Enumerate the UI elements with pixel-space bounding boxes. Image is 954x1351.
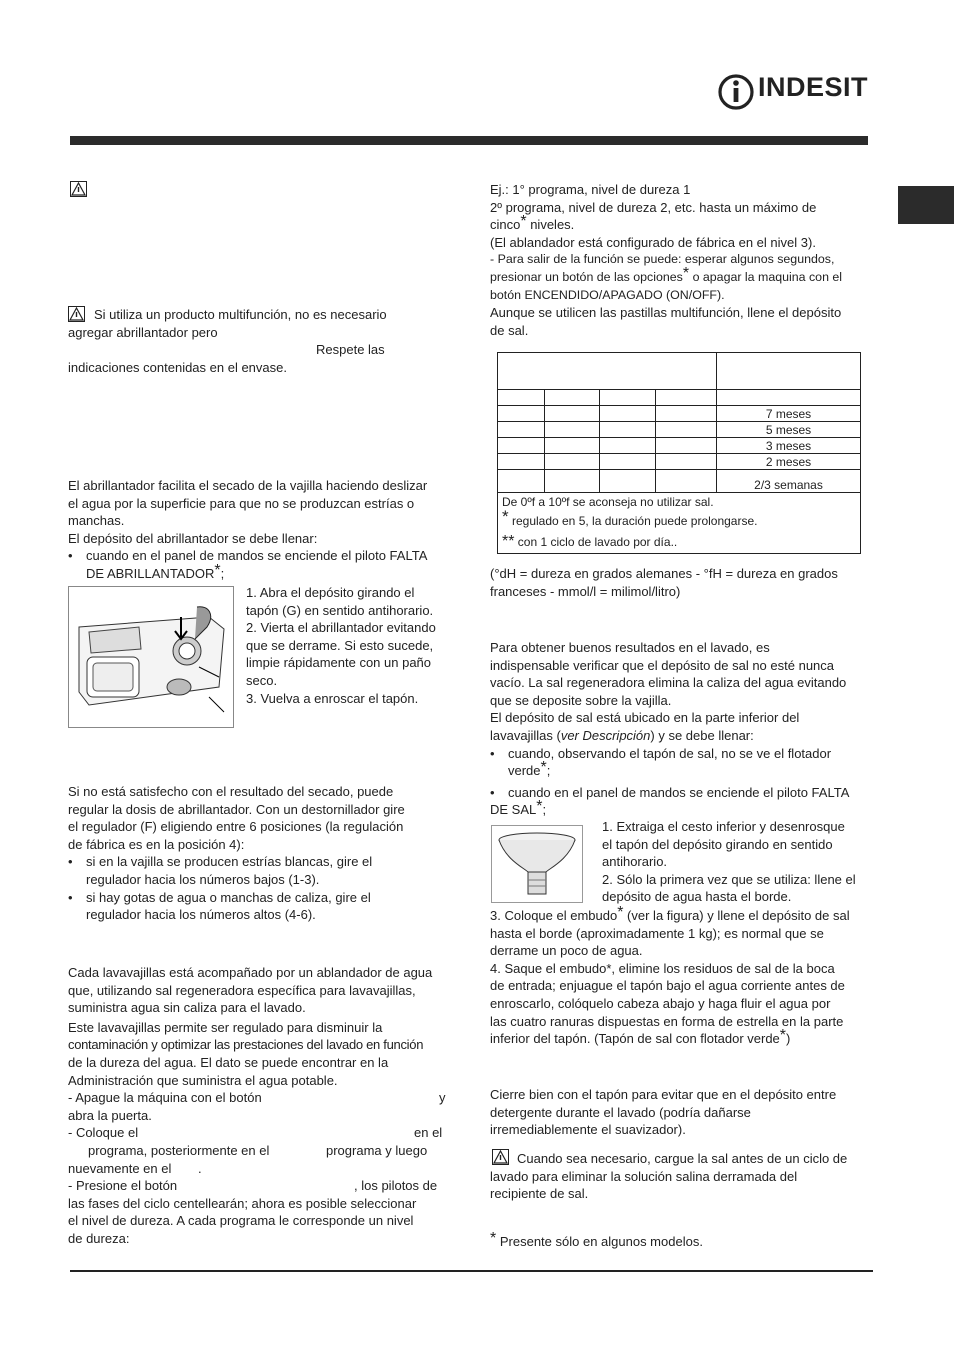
indesit-logo xyxy=(718,72,870,114)
list-item: • si en la vajilla se producen estrías blancas, gire el regulador hacia los números bajos (1-3). xyxy=(68,853,458,888)
table-row xyxy=(498,390,861,406)
footnote: * Presente sólo en algunos modelos. xyxy=(490,1230,703,1249)
logo-i-icon xyxy=(718,72,754,112)
table-row: 5 meses xyxy=(498,422,861,438)
brand-name: INDESIT xyxy=(758,72,869,102)
table-notes: De 0ºf a 10ºf se aconseja no utilizar sal. * regulado en 5, la duración puede prolongarse. ** con 1 ciclo de lavado por día.. xyxy=(498,493,861,554)
warning-icon xyxy=(68,306,85,322)
table-row: 3 meses xyxy=(498,438,861,454)
salt-warning: Cuando sea necesario, cargue la sal antes de un ciclo de lavado para eliminar la solución salina derramada del recipiente de sal. xyxy=(490,1151,848,1202)
close-cap-text: Cierre bien con el tapón para evitar que en el depósito entre detergente durante el lavado (podría dañarse irremediablemente el suavizador). xyxy=(490,1087,837,1138)
water-softener-text: Cada lavavajillas está acompañado por un ablandador de agua que, utilizando sal regeneradora específica para lavavajillas, suministra agua sin caliza para el lavado. Este lavavajillas permite ser regulado para disminuir la contaminación y optimizar las prestaciones del lavado en función de la dureza del agua. El dato se puede encontrar en la Administración que suministra el agua potable. - Apague la máquina con el botón y abra la puerta. - Coloque el en el programa, posteriormente en el programa y luego nuevamente en el . - Presione el botón , los pilotos de las fases del ciclo centellearán; ahora es posible seleccionar el nivel de dureza. A cada programa le corresponde un nivel de dureza: xyxy=(68,965,446,1246)
footer-rule xyxy=(70,1270,873,1272)
list-item: • cuando en el panel de mandos se enciende el piloto FALTA xyxy=(490,784,880,802)
list-item: • si hay gotas de agua o manchas de caliza, gire el regulador hacia los números altos (4-6). xyxy=(68,889,458,924)
language-tab xyxy=(898,186,954,224)
header-rule xyxy=(70,136,868,145)
funnel-drawing xyxy=(492,826,582,902)
list-item: • cuando en el panel de mandos se enciende el piloto FALTA DE ABRILLANTADOR*; xyxy=(68,547,458,582)
rinse-aid-dispenser-drawing xyxy=(69,587,233,727)
salt-steps: 1. Extraiga el cesto inferior y desenrosque el tapón del depósito girando en sentido antihorario. 2. Sólo la primera vez que se utiliza: llene el depósito de agua hasta el borde. xyxy=(602,819,856,905)
rinse-aid-adjust: Si no está satisfecho con el resultado del secado, puede regular la dosis de abrillantador. Con un destornillador gire el regulador (F) eligiendo entre 6 posiciones (la regulación de fábrica es en la posición 4): • si en la vajilla se producen estrías blancas, gire el regulador hacia los números bajos (1-3). • si hay gotas de agua o manchas de caliza, gire el regulador hacia los números altos (4-6). xyxy=(68,783,458,924)
table-row: 2 meses xyxy=(498,454,861,470)
salt-steps-continued: 3. Coloque el embudo* (ver la figura) y llene el depósito de sal hasta el borde (aproximadamente 1 kg); es normal que se derrame un poco de agua. 4. Saque el embudo*, elimine los residuos de sal de la boca de entrada; enjuague el tapón bajo el agua corriente antes de enroscarlo, colóquelo cabeza abajo y haga fluir el agua por las cuatro ranuras dispuestas en forma de estrella en la parte inferior del tapón. (Tapón de sal con flotador verde*) xyxy=(490,904,850,1047)
table-header xyxy=(498,353,861,390)
list-item: • cuando, observando el tapón de sal, no se ve el flotador verde*; xyxy=(490,745,880,780)
description-reference: ver Descripción xyxy=(560,727,651,743)
rinse-aid-intro: El abrillantador facilita el secado de la vajilla haciendo deslizar el agua por la superficie para que no se produzcan estrías o manchas. El depósito del abrillantador se debe llenar: • cuando en el panel de mandos se enciende el piloto FALTA DE ABRILLANTADOR*; xyxy=(68,477,458,583)
rinse-aid-dispenser-illustration xyxy=(68,586,234,728)
salt-text: Para obtener buenos resultados en el lavado, es indispensable verificar que el depósito de sal no esté nunca vacío. La sal regeneradora elimina la caliza del agua evitando que se deposite sobre la vajilla. El depósito de sal está ubicado en la parte inferior del lavavajillas (ver Descripción) y se debe llenar: • cuando, observando el tapón de sal, no se ve el flotador verde*; • cuando en el panel de mandos se enciende el piloto FALTA DE SAL*; xyxy=(490,639,880,819)
warning-icon xyxy=(70,181,87,197)
salt-funnel-illustration xyxy=(491,825,583,903)
multifunction-note: Si utiliza un producto multifunción, no es necesario agregar abrillantador pero Respete las indicaciones contenidas en el envase. xyxy=(68,307,387,375)
hardness-units: (°dH = dureza en grados alemanes - °fH = dureza en grados franceses - mmol/l = milimol/litro) xyxy=(490,566,838,599)
salt-duration-table xyxy=(497,352,861,554)
warning-icon xyxy=(492,1149,509,1165)
table-row: 2/3 semanas xyxy=(498,470,861,493)
hardness-example: Ej.: 1° programa, nivel de dureza 1 2º programa, nivel de dureza 2, etc. hasta un máximo de cinco* niveles. (El ablandador está configurado de fábrica en el nivel 3). - Para salir de la función se puede: esperar algunos segundos, presionar un botón de las opciones* o apagar la maquina con el botón ENCENDIDO/APAGADO (ON/OFF). Aunque se utilicen las pastillas multifunción, llene el depósito de sal. xyxy=(490,182,843,338)
rinse-aid-steps: 1. Abra el depósito girando el tapón (G) en sentido antihorario. 2. Vierta el abrillantador evitando que se derrame. Si esto sucede, limpie rápidamente con un paño seco. 3. Vuelva a enroscar el tapón. xyxy=(246,585,436,706)
table-row: 7 meses xyxy=(498,406,861,422)
